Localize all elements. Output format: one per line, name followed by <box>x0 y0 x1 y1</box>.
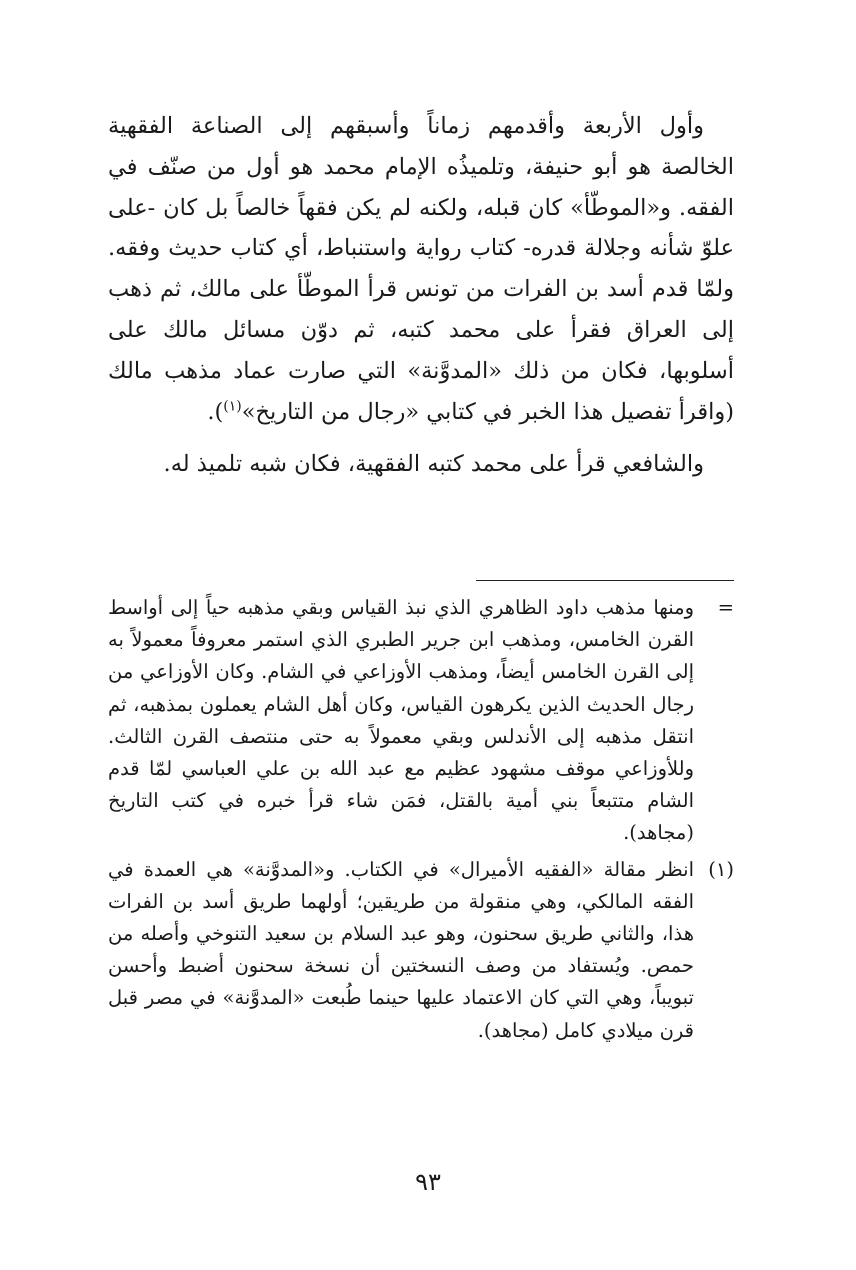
footnote-text: ومنها مذهب داود الظاهري الذي نبذ القياس وبقي مذهبه حياً إلى أواسط القرن الخامس، ومذهب ابن جرير الطبري الذي استمر معروفاً معمولاً به إلى القرن الخامس أيضاً، ومذهب الأوزاعي في الشام. وكان الأوزاعي من رجال الحديث الذين يكرهون القياس، وكان أهل الشام يعملون بمذهبه، ثم انتقل مذهبه إلى الأندلس وبقي معمولاً به حتى منتصف القرن الثالث. وللأوزاعي موقف مشهود عظيم مع عبد الله بن علي العباسي لمّا قدم الشام متتبعاً بني أمية بالقتل، فمَن شاء قرأ خبره في كتب التاريخ (مجاهد). <box>108 596 694 845</box>
footnote-1 <box>108 854 734 1047</box>
footnote-marker: = <box>717 596 734 619</box>
page-number: ٩٣ <box>415 1168 441 1196</box>
main-text <box>108 106 734 485</box>
footnote-continued <box>108 592 734 850</box>
footnotes <box>108 592 734 1047</box>
body-paragraph-2: والشافعي قرأ على محمد كتبه الفقهية، فكان شبه تلميذ له. <box>163 451 704 478</box>
footnote-marker: (١) <box>708 857 734 881</box>
body-paragraph-1-text: وأول الأربعة وأقدمهم زماناً وأسبقهم إلى الصناعة الفقهية الخالصة هو أبو حنيفة، وتلميذُه الإمام محمد هو أول من صنّف في الفقه. و«الموطّأ» كان قبله، ولكنه لم يكن فقهاً خالصاً بل كان -على علوّ شأنه وجلالة قدره- كتاب رواية واستنباط، أي كتاب حديث وفقه. ولمّا قدم أسد بن الفرات من تونس قرأ الموطّأ على مالك، ثم ذهب إلى العراق فقرأ على محمد كتبه، ثم دوّن مسائل مالك على أسلوبها، فكان من ذلك «المدوَّنة» التي صارت عماد مذهب مالك (واقرأ تفصيل هذا الخبر في كتابي «رجال من التاريخ» <box>108 113 734 425</box>
footnote-reference[interactable]: (١) <box>223 398 242 415</box>
body-paragraph-1 <box>108 106 734 432</box>
footnote-text: انظر مقالة «الفقيه الأميرال» في الكتاب. و«المدوَّنة» هي العمدة في الفقه المالكي، وهي منقولة من طريقين؛ أولهما طريق أسد بن الفرات هذا، والثاني طريق سحنون، وهو عبد السلام بن سعيد التنوخي وأصله من حمص. ويُستفاد من وصف النسختين أن نسخة سحنون أضبط وأحسن تبويباً، وهي التي كان الاعتماد عليها حينما طُبعت «المدوَّنة» في مصر قبل قرن ميلادي كامل (مجاهد). <box>108 857 694 1042</box>
body-paragraph-1-end: ). <box>207 398 224 425</box>
footnote-separator <box>476 580 734 581</box>
